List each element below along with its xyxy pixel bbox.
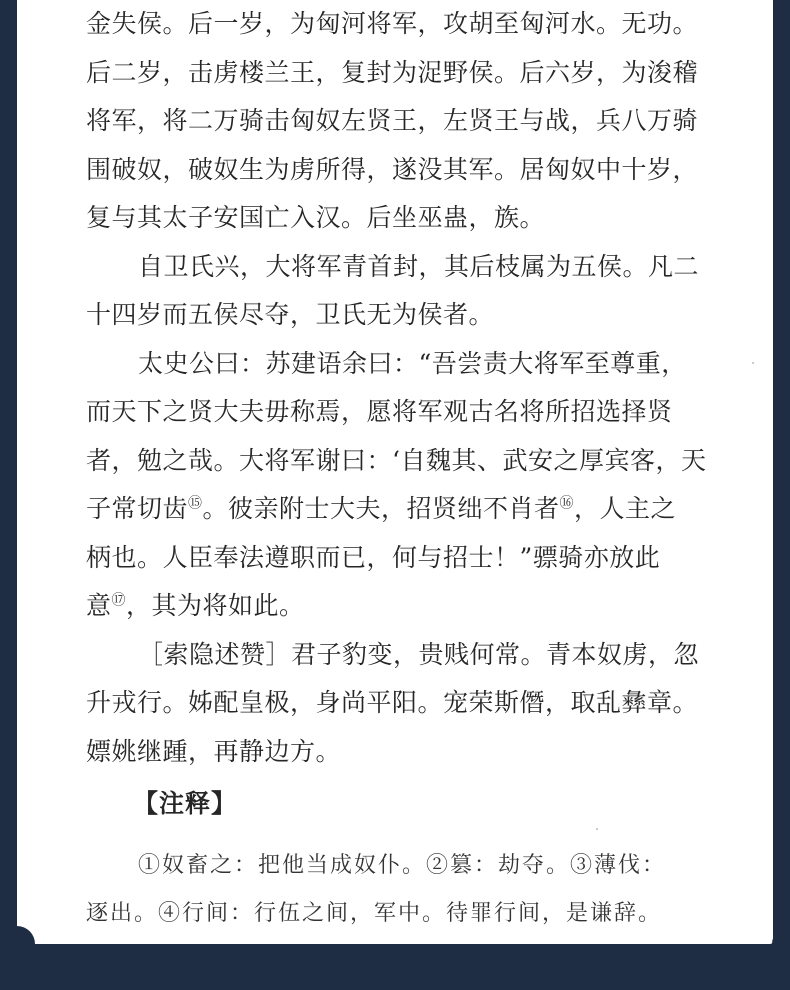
text-line: 后二岁，击虏楼兰王，复封为浞野侯。后六岁，为浚稽 bbox=[86, 57, 699, 87]
corner-notch-left bbox=[0, 926, 35, 962]
text-line: 复与其太子安国亡入汉。后坐巫蛊，族。 bbox=[86, 203, 546, 232]
main-text bbox=[86, 0, 716, 776]
text-line bbox=[86, 485, 716, 534]
footnote-ref[interactable]: ⑰ bbox=[111, 592, 127, 609]
text-line: 围破奴，破奴生为虏所得，遂没其军。居匈奴中十岁， bbox=[86, 154, 699, 184]
text-line: ［索隐述赞］君子豹变，贵贱何常。青本奴虏，忽 bbox=[138, 639, 700, 669]
note-line: ①奴畜之：把他当成奴仆。②篡：劫夺。③薄伐： bbox=[138, 853, 667, 878]
text-line: 而天下之贤大夫毋称焉，愿将军观古名将所招选择贤 bbox=[86, 397, 673, 426]
text-line bbox=[86, 582, 716, 631]
text-line: 柄也。人臣奉法遵职而已，何与招士！”骠骑亦放此 bbox=[86, 542, 661, 572]
note-line: 逐出。④行间：行伍之间，军中。待罪行间，是谦辞。 bbox=[86, 901, 663, 926]
footnote-ref[interactable]: ⑯ bbox=[559, 495, 575, 512]
text-line: 升戎行。姊配皇极，身尚平阳。宠荣斯僭，取乱彝章。 bbox=[86, 688, 699, 717]
text-line: 自卫氏兴，大将军青首封，其后枝属为五侯。凡二 bbox=[138, 251, 700, 281]
text-segment: 意 bbox=[86, 591, 112, 620]
text-line: 嫖姚继踵，再静边方。 bbox=[86, 736, 342, 766]
text-segment: ，人主之 bbox=[574, 494, 677, 523]
text-segment: 。彼亲附士大夫，招贤绌不肖者 bbox=[202, 494, 560, 523]
text-line: 将军，将二万骑击匈奴左贤王，左贤王与战，兵八万骑 bbox=[86, 106, 699, 135]
footnote-ref[interactable]: ⑮ bbox=[188, 495, 203, 512]
text-line: 者，勉之哉。大将军谢曰：‘自魏其、武安之厚宾客，天 bbox=[86, 445, 707, 475]
paper-speck bbox=[596, 828, 598, 830]
text-segment: ，其为将如此。 bbox=[126, 591, 305, 620]
notes-heading: 【注释】 bbox=[133, 789, 238, 818]
paper-speck bbox=[752, 362, 754, 364]
text-line: 金失侯。后一岁，为匈河将军，攻胡至匈河水。无功。 bbox=[86, 9, 699, 38]
text-line: 太史公曰：苏建语余曰：“吾尝责大将军至尊重， bbox=[138, 348, 687, 378]
corner-notch-right bbox=[772, 926, 790, 962]
notes-section bbox=[86, 842, 726, 938]
text-line: 十四岁而五侯尽夺，卫氏无为侯者。 bbox=[86, 300, 495, 329]
text-segment: 子常切齿 bbox=[86, 494, 189, 523]
